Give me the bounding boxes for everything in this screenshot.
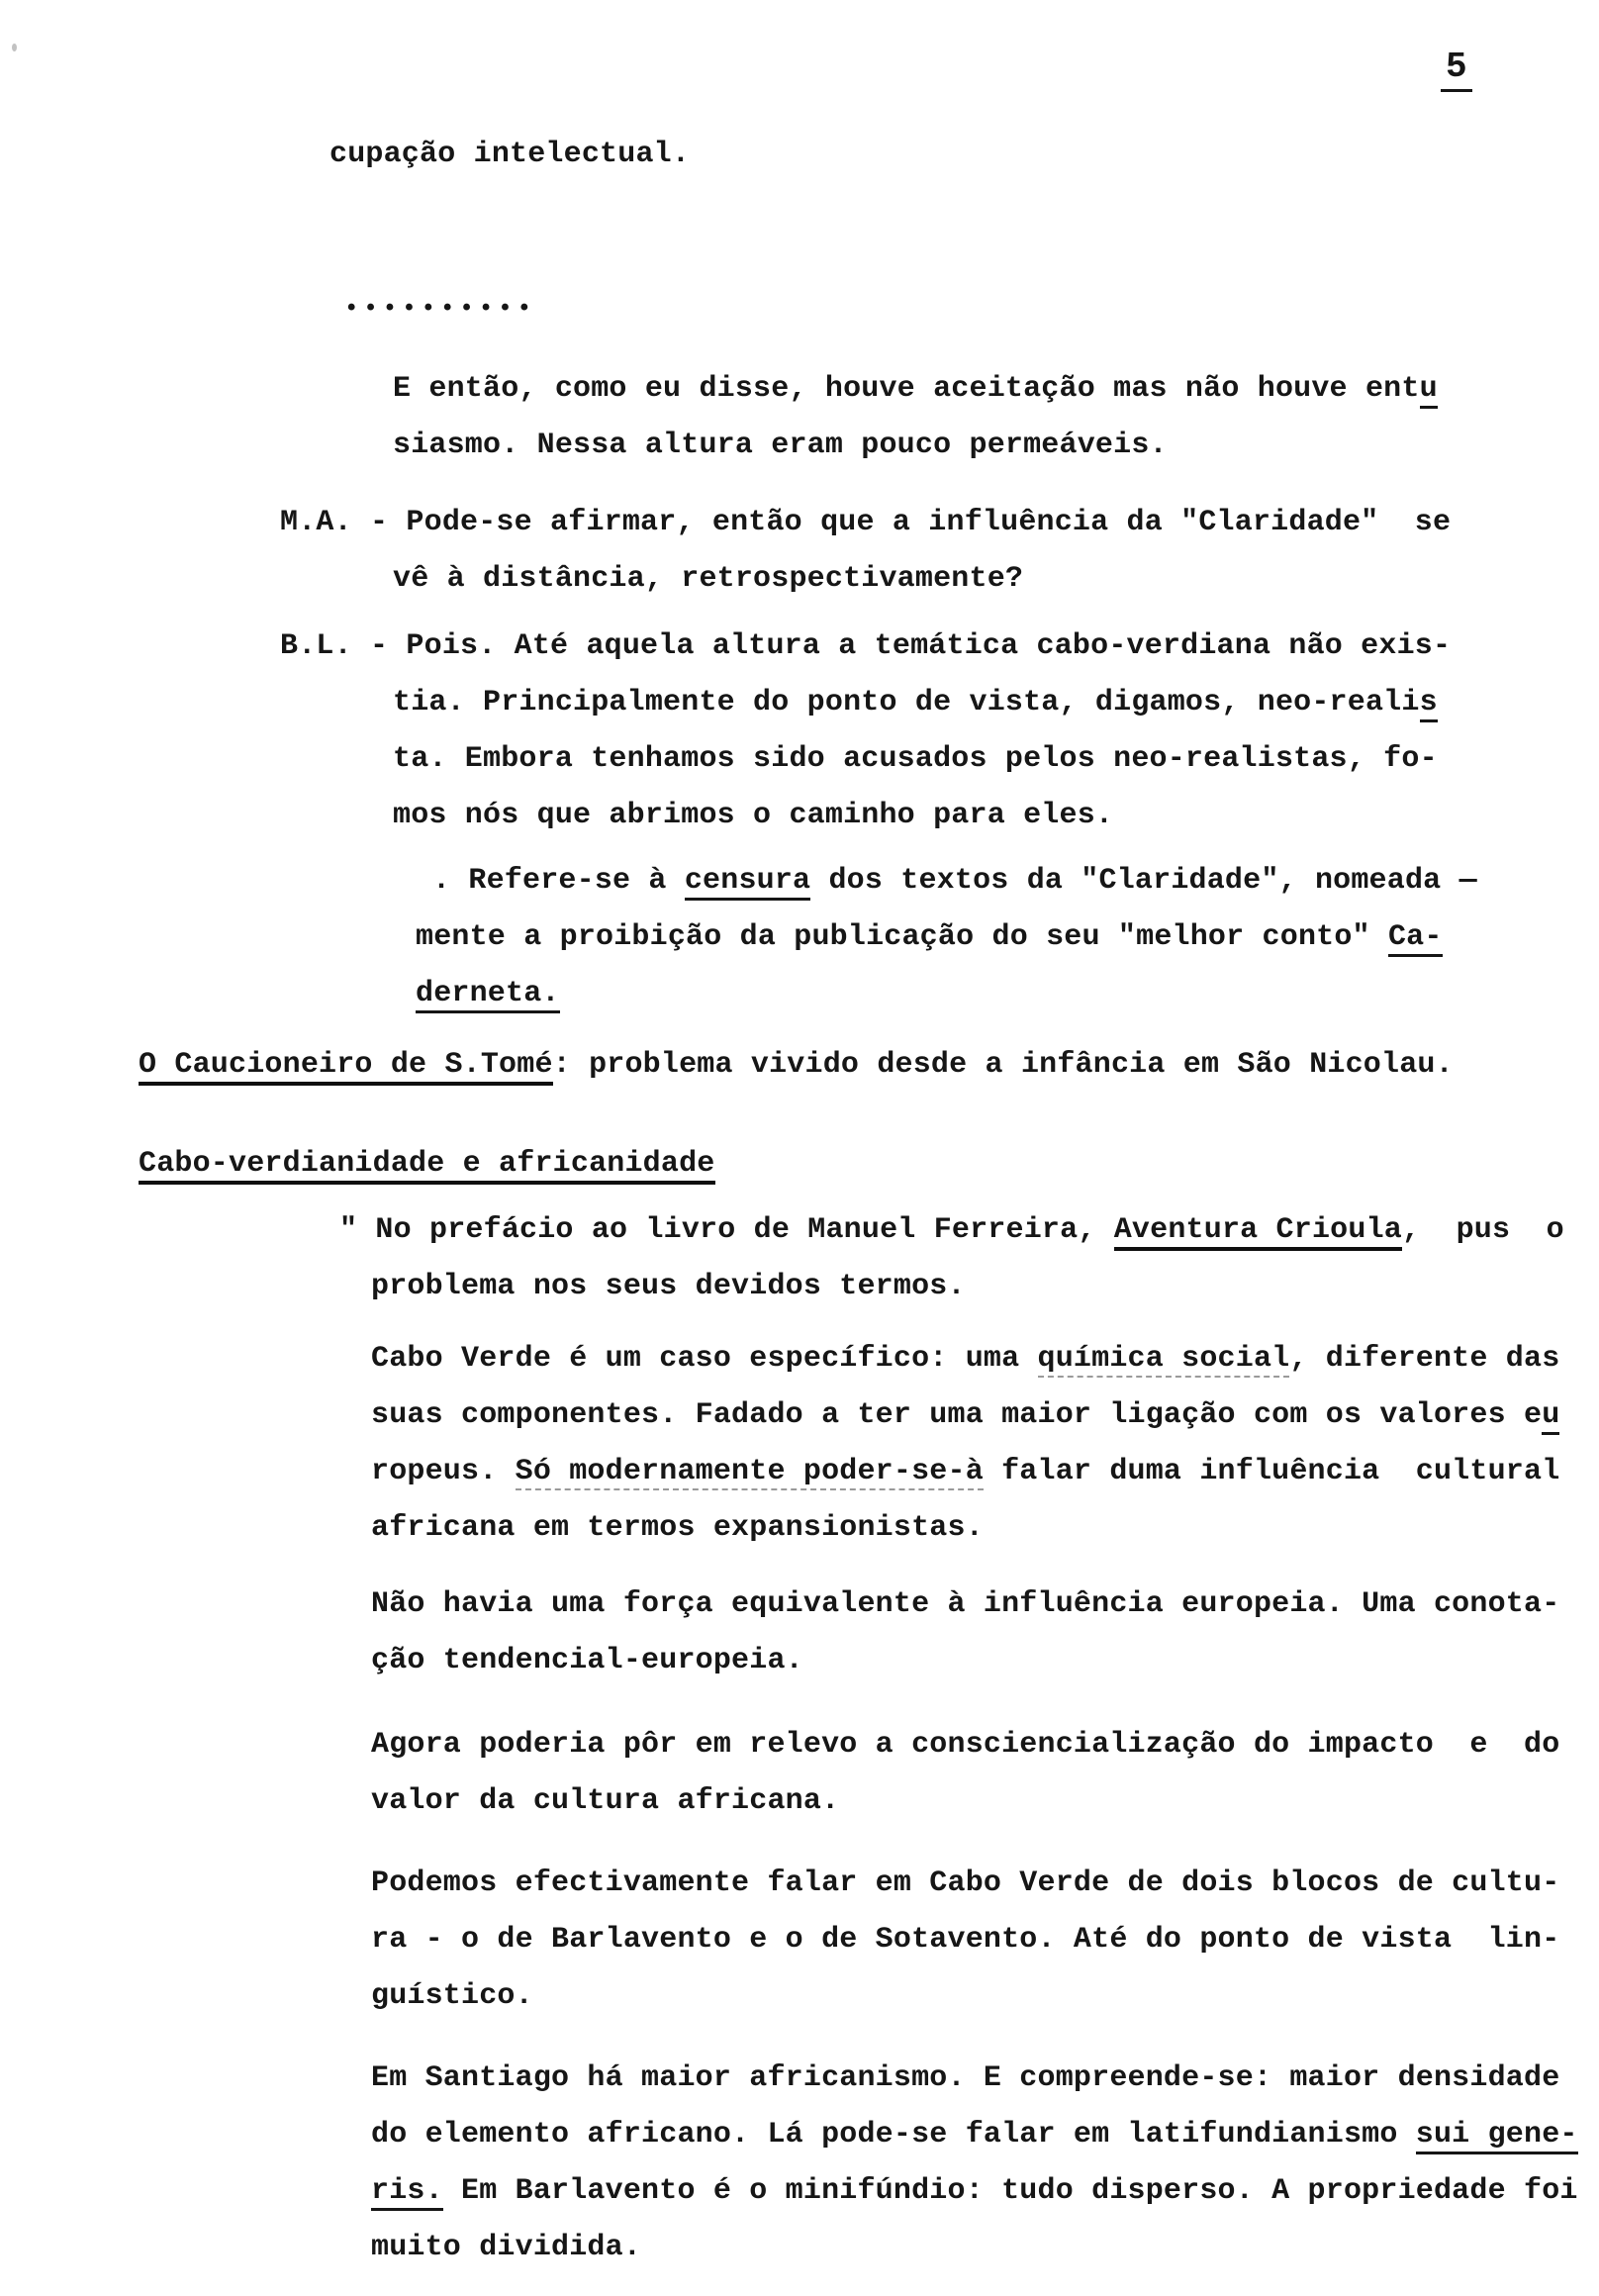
underlined-text: sui gene- — [1416, 2118, 1578, 2154]
text-line — [371, 2220, 1578, 2276]
underlined-text: derneta. — [416, 977, 560, 1013]
text-line — [371, 2163, 1578, 2220]
footnote — [416, 853, 1477, 1022]
underlined-text: Aventura Crioula — [1114, 1213, 1402, 1251]
text-segment: " No prefácio ao livro de Manuel Ferreira, — [339, 1213, 1114, 1247]
underlined-text: O Caucioneiro de S.Tomé — [139, 1048, 553, 1086]
text-line — [371, 1500, 1559, 1557]
underlined-text: Só modernamente poder-se-à — [515, 1455, 984, 1488]
text-segment: ção tendencial-europeia. — [371, 1644, 803, 1677]
dots-separator — [344, 281, 536, 337]
text-segment: tia. Principalmente do ponto de vista, digamos, neo-reali — [393, 686, 1420, 719]
text-segment: M.A. - Pode-se afirmar, então que a influência da "Claridade" se — [280, 506, 1452, 539]
text-line — [280, 495, 1451, 551]
underlined-text: Cabo-verdianidade e africanidade — [139, 1147, 715, 1185]
text-segment: Agora poderia pôr em relevo a consciencialização do impacto e do — [371, 1728, 1560, 1762]
text-segment: mente a proibição da publicação do seu "melhor conto" — [416, 920, 1388, 954]
speech-paragraph — [393, 361, 1438, 474]
underlined-text: química social — [1037, 1342, 1290, 1376]
text-line — [371, 1577, 1559, 1633]
text-segment: B.L. - Pois. Até aquela altura a temática cabo-verdiana não exis- — [280, 629, 1452, 663]
text-line — [280, 675, 1451, 731]
underlined-text: u — [1542, 1398, 1559, 1435]
text-segment: . Refere-se à — [432, 864, 685, 898]
text-segment: falar duma influência cultural — [983, 1455, 1560, 1488]
text-line — [416, 966, 1477, 1022]
text-line — [339, 1202, 1564, 1259]
underlined-text: ris. — [371, 2174, 443, 2211]
text-line — [371, 2107, 1578, 2163]
text-segment: vê à distância, retrospectivamente? — [393, 562, 1024, 596]
text-line — [393, 418, 1438, 474]
text-segment: Não havia uma força equivalente à influência europeia. Uma conota- — [371, 1587, 1560, 1621]
scan-speck — [12, 44, 17, 51]
text-line — [371, 1773, 1559, 1830]
text-line — [280, 619, 1451, 675]
body-paragraph-agora — [371, 1717, 1559, 1830]
text-line — [371, 1444, 1559, 1500]
text-line — [371, 1717, 1559, 1773]
text-segment: guístico. — [371, 1979, 533, 2013]
underlined-text: s — [1420, 686, 1438, 722]
speaker-turn-bl — [280, 619, 1451, 844]
text-segment: muito dividida. — [371, 2231, 642, 2264]
text-line — [371, 1633, 1559, 1689]
speaker-turn-ma — [280, 495, 1451, 608]
text-segment: , pus o — [1401, 1213, 1564, 1247]
text-line — [416, 909, 1477, 966]
page-number: 5 — [1441, 48, 1472, 92]
text-segment: dos textos da "Claridade", nomeada — — [810, 864, 1477, 898]
text-line — [371, 1331, 1559, 1387]
section-heading-caboverdianidade — [139, 1136, 715, 1193]
text-line — [393, 361, 1438, 418]
text-line — [139, 1037, 1454, 1094]
text-segment: mos nós que abrimos o caminho para eles. — [393, 799, 1114, 832]
text-segment: Cabo Verde é um caso específico: uma — [371, 1342, 1038, 1376]
text-line — [371, 1968, 1559, 2025]
text-line — [416, 853, 1477, 909]
text-segment: do elemento africano. Lá pode-se falar em latifundianismo — [371, 2118, 1416, 2152]
continuation-line — [329, 127, 690, 183]
text-segment: siasmo. Nessa altura eram pouco permeáveis. — [393, 429, 1168, 462]
text-line — [329, 127, 690, 183]
text-segment: africana em termos expansionistas. — [371, 1511, 984, 1545]
text-line — [139, 1136, 715, 1193]
text-line — [280, 551, 1451, 608]
text-line — [280, 731, 1451, 788]
text-segment: ropeus. — [371, 1455, 516, 1488]
text-line — [371, 1912, 1559, 1968]
underlined-text: u — [1420, 372, 1438, 409]
text-segment: Em Barlavento é o minifúndio: tudo disperso. A propriedade foi — [442, 2174, 1578, 2208]
underlined-text: censura — [685, 864, 810, 901]
body-paragraph-blocos — [371, 1856, 1559, 2025]
text-segment: valor da cultura africana. — [371, 1784, 840, 1818]
text-line — [371, 1259, 1564, 1315]
text-line — [371, 1387, 1559, 1444]
body-paragraph-santiago — [371, 2051, 1578, 2276]
text-line — [344, 281, 536, 337]
text-segment: Em Santiago há maior africanismo. E compreende-se: maior densidade — [371, 2061, 1560, 2095]
text-segment: , diferente das — [1289, 1342, 1560, 1376]
text-segment: ta. Embora tenhamos sido acusados pelos neo-realistas, fo- — [393, 742, 1438, 776]
underlined-text: Ca- — [1388, 920, 1443, 957]
text-segment: problema nos seus devidos termos. — [371, 1270, 966, 1303]
text-line — [371, 2051, 1578, 2107]
text-segment: ra - o de Barlavento e o de Sotavento. Até do ponto de vista lin- — [371, 1923, 1560, 1957]
text-segment: : problema vivido desde a infância em São Nicolau. — [552, 1048, 1454, 1082]
text-line — [371, 1856, 1559, 1912]
text-segment: cupação intelectual. — [329, 138, 691, 171]
body-paragraph-cabo-verde — [371, 1331, 1559, 1557]
text-segment: Podemos efectivamente falar em Cabo Verde de dois blocos de cultu- — [371, 1866, 1560, 1900]
section-heading-caucioneiro — [139, 1037, 1454, 1094]
text-line — [280, 788, 1451, 844]
text-segment: suas componentes. Fadado a ter uma maior ligação com os valores e — [371, 1398, 1543, 1432]
quote-paragraph — [339, 1202, 1564, 1315]
text-segment: •••••••••• — [344, 296, 537, 323]
text-segment: E então, como eu disse, houve aceitação mas não houve ent — [393, 372, 1420, 406]
body-paragraph-forca — [371, 1577, 1559, 1689]
